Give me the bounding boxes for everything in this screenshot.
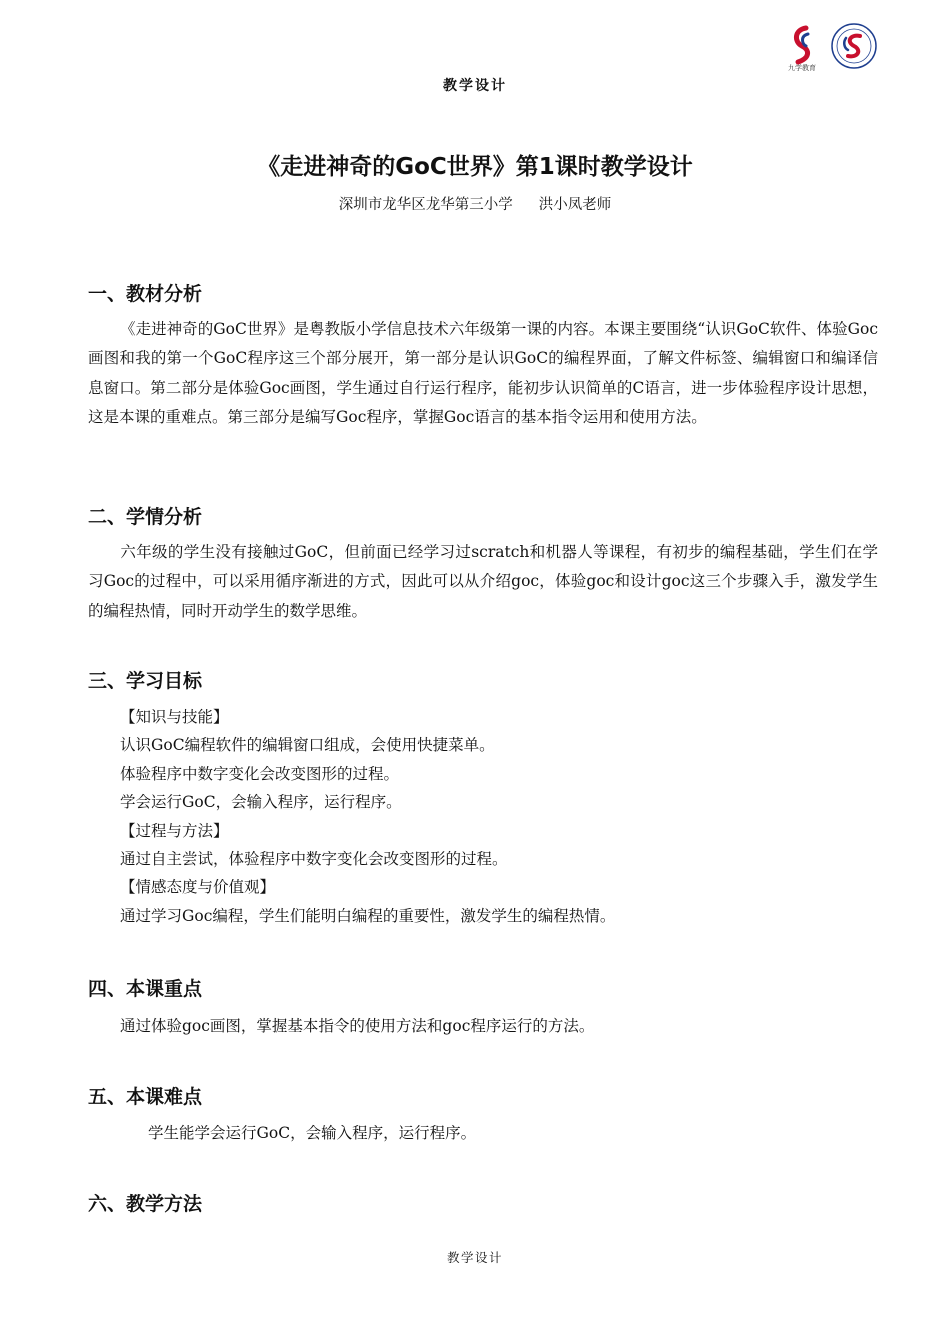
objective-line: 通过自主尝试，体验程序中数字变化会改变图形的过程。 bbox=[120, 850, 508, 868]
section-body-1 bbox=[88, 315, 878, 433]
section-body-2 bbox=[88, 538, 878, 626]
objective-line: 认识GoC编程软件的编辑窗口组成，会使用快捷菜单。 bbox=[120, 736, 495, 754]
objective-line: 【过程与方法】 bbox=[120, 822, 229, 840]
page-header: 教学设计 bbox=[443, 78, 507, 94]
objective-line: 体验程序中数字变化会改变图形的过程。 bbox=[120, 765, 400, 783]
page-footer: 教学设计 bbox=[446, 1250, 503, 1265]
section-body-1-text: 《走进神奇的GoC世界》是粤教版小学信息技术六年级第一课的内容。本课主要围绕“认识GoC软件、体验Goc画图和我的第一个GoC程序这三个部分展开，第一部分是认识GoC的编程界面，了解文件标签、编辑窗口和编译信息窗口。第二部分是体验Goc画图，学生通过自行运行程序，能初步认识简单的C语言，进一步体验程序设计思想，这是本课的重难点。第三部分是编写Goc程序，掌握Goc语言的基本指令运用和使用方法。 bbox=[88, 320, 878, 427]
objective-line: 【知识与技能】 bbox=[120, 708, 229, 726]
logo-caption: 九学教育 bbox=[788, 64, 816, 72]
objective-line: 【情感态度与价值观】 bbox=[120, 878, 276, 896]
objective-line: 学会运行GoC，会输入程序，运行程序。 bbox=[120, 793, 402, 811]
section-body-2-text: 六年级的学生没有接触过GoC，但前面已经学习过scratch和机器人等课程，有初步的编程基础，学生们在学习Goc的过程中，可以采用循序渐进的方式，因此可以从介绍goc，体验goc和设计goc这三个步骤入手，激发学生的编程热情，同时开动学生的数学思维。 bbox=[88, 543, 878, 620]
author-line bbox=[0, 193, 950, 214]
section-heading-2: 二、学情分析 bbox=[88, 506, 203, 528]
document-title: 《走进神奇的GoC世界》第1课时教学设计 bbox=[257, 154, 693, 180]
section-heading-5: 五、本课难点 bbox=[88, 1086, 203, 1108]
section-heading-3: 三、学习目标 bbox=[88, 670, 203, 692]
author-teacher: 洪小凤老师 bbox=[538, 197, 612, 213]
section-body-5: 学生能学会运行GoC，会输入程序，运行程序。 bbox=[148, 1124, 477, 1142]
section-heading-4: 四、本课重点 bbox=[88, 978, 203, 1000]
author-school: 深圳市龙华区龙华第三小学 bbox=[338, 197, 513, 213]
section-heading-1: 一、教材分析 bbox=[88, 283, 203, 305]
school-seal-icon bbox=[830, 22, 878, 70]
section-body-4: 通过体验goc画图，掌握基本指令的使用方法和goc程序运行的方法。 bbox=[120, 1017, 595, 1035]
section-heading-6: 六、教学方法 bbox=[88, 1193, 203, 1215]
objective-line: 通过学习Goc编程，学生们能明白编程的重要性，激发学生的编程热情。 bbox=[120, 907, 616, 925]
